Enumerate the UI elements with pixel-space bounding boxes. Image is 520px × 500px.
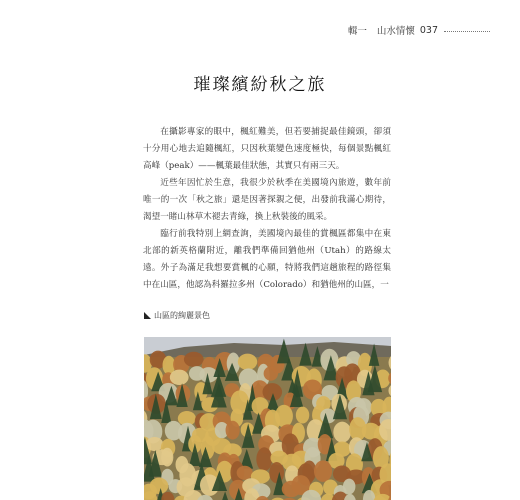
tree [161, 448, 173, 467]
figure-caption [144, 310, 210, 321]
tree [256, 447, 272, 471]
paragraph-3: 臨行前我特別上網查詢，美國境內最佳的賞楓區都集中在東北部的新英格蘭附近，離我們準備回猶他州（Utah）的路線太遠。外子為滿足我想要賞楓的心願，特將我們這趟旅程的路徑集中在山區，他認為科羅拉多州（Colorado）和猶他州的山區，一 [143, 229, 391, 290]
caption-text: 山區的絢麗景色 [154, 311, 210, 320]
page-number: 037 [419, 24, 438, 36]
tree [269, 462, 284, 483]
tree [150, 478, 169, 494]
autumn-mountain-photo [144, 337, 391, 500]
photo-trees [144, 339, 391, 500]
tree [146, 437, 163, 451]
caption-triangle-icon [144, 312, 151, 319]
article-body [143, 124, 391, 294]
paragraph-2: 近些年因忙於生意，我很少於秋季在美國境內旅遊，數年前唯一的一次「秋之旅」還是因著探親之便，出發前我滿心期待，渴望一睹山林草木褪去青綠，換上秋裝後的風采。 [143, 178, 391, 222]
tree [237, 466, 253, 480]
tree [226, 421, 240, 440]
paragraph-1: 在攝影專家的眼中，楓紅難美，但若要捕捉最佳鏡頭，卻須十分用心地去追隨楓紅，只因秋葉變色速度極快，每個景點楓紅高峰（peak）——楓葉最佳狀態，其實只有兩三天。 [143, 127, 391, 171]
tree [333, 422, 351, 443]
tree [296, 407, 309, 424]
tree [343, 479, 355, 495]
tree [170, 370, 189, 385]
dotted-rule [444, 31, 490, 32]
forest-illustration [144, 337, 391, 500]
article-title: 璀璨繽紛秋之旅 [193, 75, 327, 95]
tree [320, 408, 336, 423]
tree [314, 460, 332, 482]
tree [275, 405, 293, 428]
chapter-label: 山水情懷 [376, 26, 415, 37]
running-header [250, 22, 490, 38]
tree [184, 352, 204, 367]
section-label: 輯一 [347, 26, 367, 37]
tree [238, 354, 257, 370]
tree [264, 366, 278, 380]
